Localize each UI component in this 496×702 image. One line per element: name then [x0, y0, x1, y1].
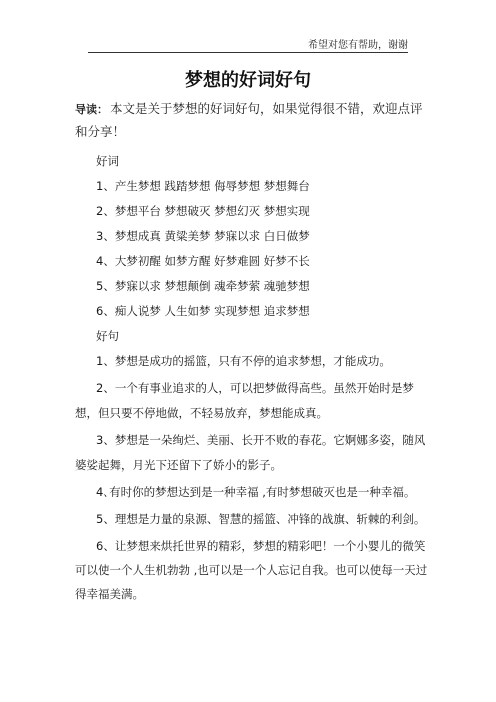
- sentence-item: 5、理想是力量的泉源、智慧的摇篮、冲锋的战旗、斩棘的利剑。: [96, 512, 426, 526]
- intro-label: 导读：: [75, 103, 108, 116]
- word-list-item: 6、痴人说梦 人生如梦 实现梦想 追求梦想: [96, 304, 310, 318]
- document-body: [75, 98, 430, 608]
- header-note: 希望对您有帮助，谢谢: [308, 40, 408, 51]
- sentence-item: 3、梦想是一朵绚烂、美丽、长开不败的春花。它婀娜多姿，随风婆娑起舞，月光下还留下了娇小的影子。: [75, 433, 426, 472]
- word-list-item: 5、梦寐以求 梦想颠倒 魂牵梦萦 魂驰梦想: [96, 279, 310, 293]
- word-list-item: 3、梦想成真 黄粱美梦 梦寐以求 白日做梦: [96, 229, 310, 243]
- sentence-item: 6、让梦想来烘托世界的精彩，梦想的精彩吧！一个小婴儿的微笑可以使一个人生机勃勃 ,也可以是一个人忘记自我。也可以使每一天过得幸福美满。: [75, 539, 428, 601]
- header-divider: [88, 52, 408, 53]
- intro-text: 本文是关于梦想的好词好句，如果觉得很不错，欢迎点评和分享！: [75, 101, 423, 139]
- sentence-item: 2、一个有事业追求的人，可以把梦做得高些。虽然开始时是梦想，但只要不停地做，不轻易放弃，梦想能成真。: [75, 381, 414, 420]
- section-heading-words: 好词: [96, 154, 119, 168]
- intro-paragraph: [75, 98, 430, 143]
- section-heading-sentences: 好句: [96, 329, 119, 343]
- word-list-item: 1、产生梦想 践踏梦想 侮辱梦想 梦想舞台: [96, 179, 310, 193]
- word-list-item: 2、梦想平台 梦想破灭 梦想幻灭 梦想实现: [96, 204, 310, 218]
- sentence-item: 4､有时你的梦想达到是一种幸福 ,有时梦想破灭也是一种幸福。: [96, 485, 416, 499]
- word-list-item: 4、大梦初醒 如梦方醒 好梦难圆 好梦不长: [96, 254, 310, 268]
- sentence-item: 1、梦想是成功的摇篮，只有不停的追求梦想，才能成功。: [96, 354, 391, 368]
- page-title: 梦想的好词好句: [185, 70, 311, 91]
